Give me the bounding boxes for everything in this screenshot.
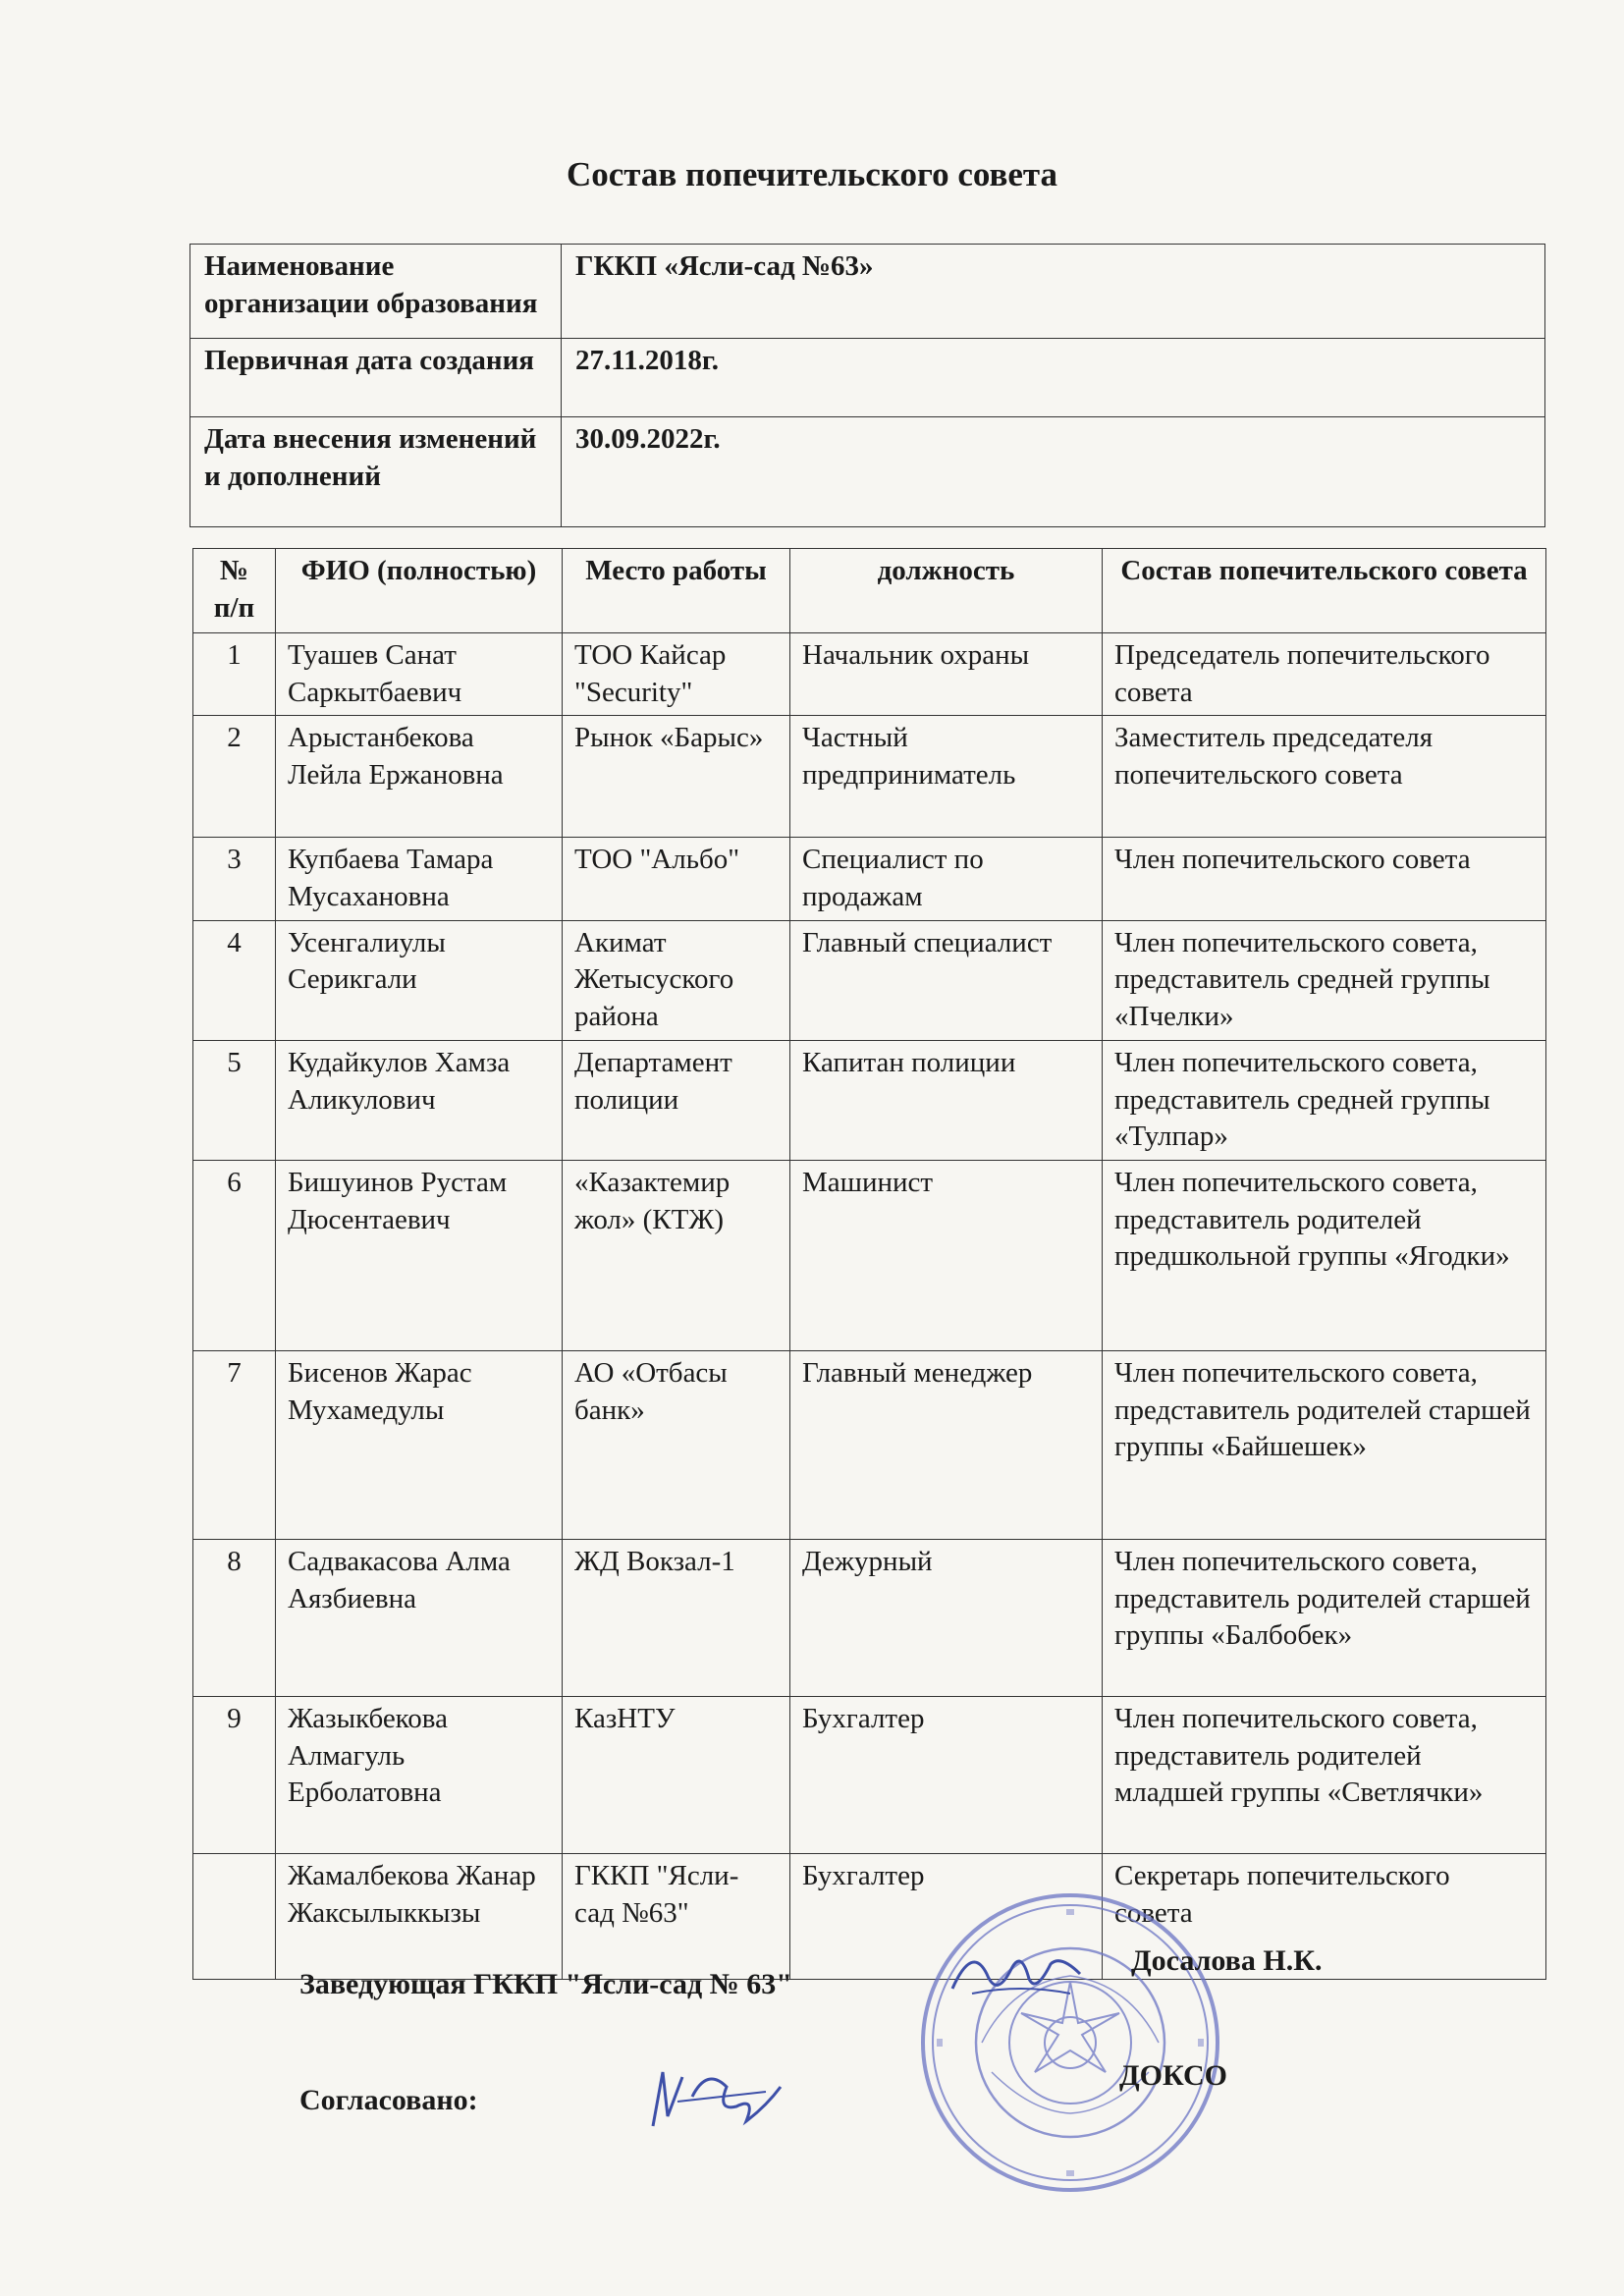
member-position: Специалист по продажам — [790, 838, 1103, 920]
member-position: Главный специалист — [790, 920, 1103, 1040]
header-council-role: Состав попечительского совета — [1103, 549, 1546, 633]
table-row — [193, 633, 1546, 716]
table-row — [193, 1853, 1546, 1979]
member-workplace: ТОО "Альбо" — [563, 838, 790, 920]
member-workplace: КазНТУ — [563, 1696, 790, 1853]
changed-date-row — [190, 417, 1545, 527]
agreed-org: ДОКСО — [1119, 2059, 1227, 2092]
member-workplace: Рынок «Барыс» — [563, 716, 790, 838]
member-role: Член попечительского совета — [1103, 838, 1546, 920]
header-fullname: ФИО (полностью) — [276, 549, 563, 633]
header-position: должность — [790, 549, 1103, 633]
org-name-label: Наименование организации образования — [190, 245, 562, 339]
member-position: Начальник охраны — [790, 633, 1103, 716]
member-number: 2 — [193, 716, 276, 838]
created-date-value: 27.11.2018г. — [562, 339, 1545, 417]
member-number — [193, 1853, 276, 1979]
created-date-row — [190, 339, 1545, 417]
member-name: Купбаева Тамара Мусахановна — [276, 838, 563, 920]
member-name: Жазыкбекова Алмагуль Ерболатовна — [276, 1696, 563, 1853]
member-role: Заместитель председателя попечительского совета — [1103, 716, 1546, 838]
member-number: 5 — [193, 1040, 276, 1160]
member-name: Садвакасова Алма Аязбиевна — [276, 1539, 563, 1696]
table-row — [193, 1040, 1546, 1160]
member-position: Частный предприниматель — [790, 716, 1103, 838]
header-workplace: Место работы — [563, 549, 790, 633]
table-row — [193, 1160, 1546, 1350]
member-role: Член попечительского совета, представитель родителей старшей группы «Байшешек» — [1103, 1350, 1546, 1539]
changed-date-label: Дата внесения изменений и дополнений — [190, 417, 562, 527]
member-position: Машинист — [790, 1160, 1103, 1350]
header-number: № п/п — [193, 549, 276, 633]
document-title: Состав попечительского совета — [566, 155, 1058, 193]
table-row — [193, 1539, 1546, 1696]
member-name: Арыстанбекова Лейла Ержановна — [276, 716, 563, 838]
created-date-label: Первичная дата создания — [190, 339, 562, 417]
member-workplace: ГККП "Ясли-сад №63" — [563, 1853, 790, 1979]
table-row — [193, 1696, 1546, 1853]
member-role: Председатель попечительского совета — [1103, 633, 1546, 716]
member-role: Член попечительского совета, представитель родителей предшкольной группы «Ягодки» — [1103, 1160, 1546, 1350]
member-workplace: АО «Отбасы банк» — [563, 1350, 790, 1539]
table-row — [193, 838, 1546, 920]
agreed-signature-icon — [638, 2057, 795, 2136]
member-number: 3 — [193, 838, 276, 920]
head-name: Досалова Н.К. — [1131, 1944, 1323, 1977]
member-role: Член попечительского совета, представитель родителей старшей группы «Балбобек» — [1103, 1539, 1546, 1696]
member-workplace: Департамент полиции — [563, 1040, 790, 1160]
table-row — [193, 1350, 1546, 1539]
members-table — [192, 548, 1546, 1980]
member-workplace: ЖД Вокзал-1 — [563, 1539, 790, 1696]
member-name: Бишуинов Рустам Дюсентаевич — [276, 1160, 563, 1350]
member-name: Жамалбекова Жанар Жаксылыккызы — [276, 1853, 563, 1979]
org-name-row — [190, 245, 1545, 339]
member-position: Главный менеджер — [790, 1350, 1103, 1539]
agreed-label: Согласовано: — [299, 2084, 478, 2116]
round-seal-stamp — [913, 1886, 1227, 2200]
members-header-row — [193, 549, 1546, 633]
member-number: 6 — [193, 1160, 276, 1350]
org-name-value: ГККП «Ясли-сад №63» — [562, 245, 1545, 339]
member-role: Член попечительского совета, представитель средней группы «Пчелки» — [1103, 920, 1546, 1040]
organization-info-table — [189, 244, 1545, 527]
member-position: Бухгалтер — [790, 1853, 1103, 1979]
changed-date-value: 30.09.2022г. — [562, 417, 1545, 527]
member-number: 1 — [193, 633, 276, 716]
member-number: 4 — [193, 920, 276, 1040]
member-number: 9 — [193, 1696, 276, 1853]
member-workplace: ТОО Кайсар "Security" — [563, 633, 790, 716]
member-position: Дежурный — [790, 1539, 1103, 1696]
member-number: 8 — [193, 1539, 276, 1696]
member-position: Бухгалтер — [790, 1696, 1103, 1853]
member-name: Кудайкулов Хамза Аликулович — [276, 1040, 563, 1160]
table-row — [193, 716, 1546, 838]
member-role: Член попечительского совета, представитель средней группы «Тулпар» — [1103, 1040, 1546, 1160]
member-role: Член попечительского совета, представитель родителей младшей группы «Светлячки» — [1103, 1696, 1546, 1853]
head-label: Заведующая ГККП "Ясли-сад № 63" — [299, 1968, 792, 2000]
member-role: Секретарь попечительского совета — [1103, 1853, 1546, 1979]
member-workplace: «Казактемир жол» (КТЖ) — [563, 1160, 790, 1350]
member-name: Усенгалиулы Серикгали — [276, 920, 563, 1040]
member-position: Капитан полиции — [790, 1040, 1103, 1160]
member-number: 7 — [193, 1350, 276, 1539]
member-workplace: Акимат Жетысуского района — [563, 920, 790, 1040]
table-row — [193, 920, 1546, 1040]
member-name: Бисенов Жарас Мухамедулы — [276, 1350, 563, 1539]
head-signature-icon — [943, 1935, 1090, 2013]
member-name: Туашев Санат Саркытбаевич — [276, 633, 563, 716]
